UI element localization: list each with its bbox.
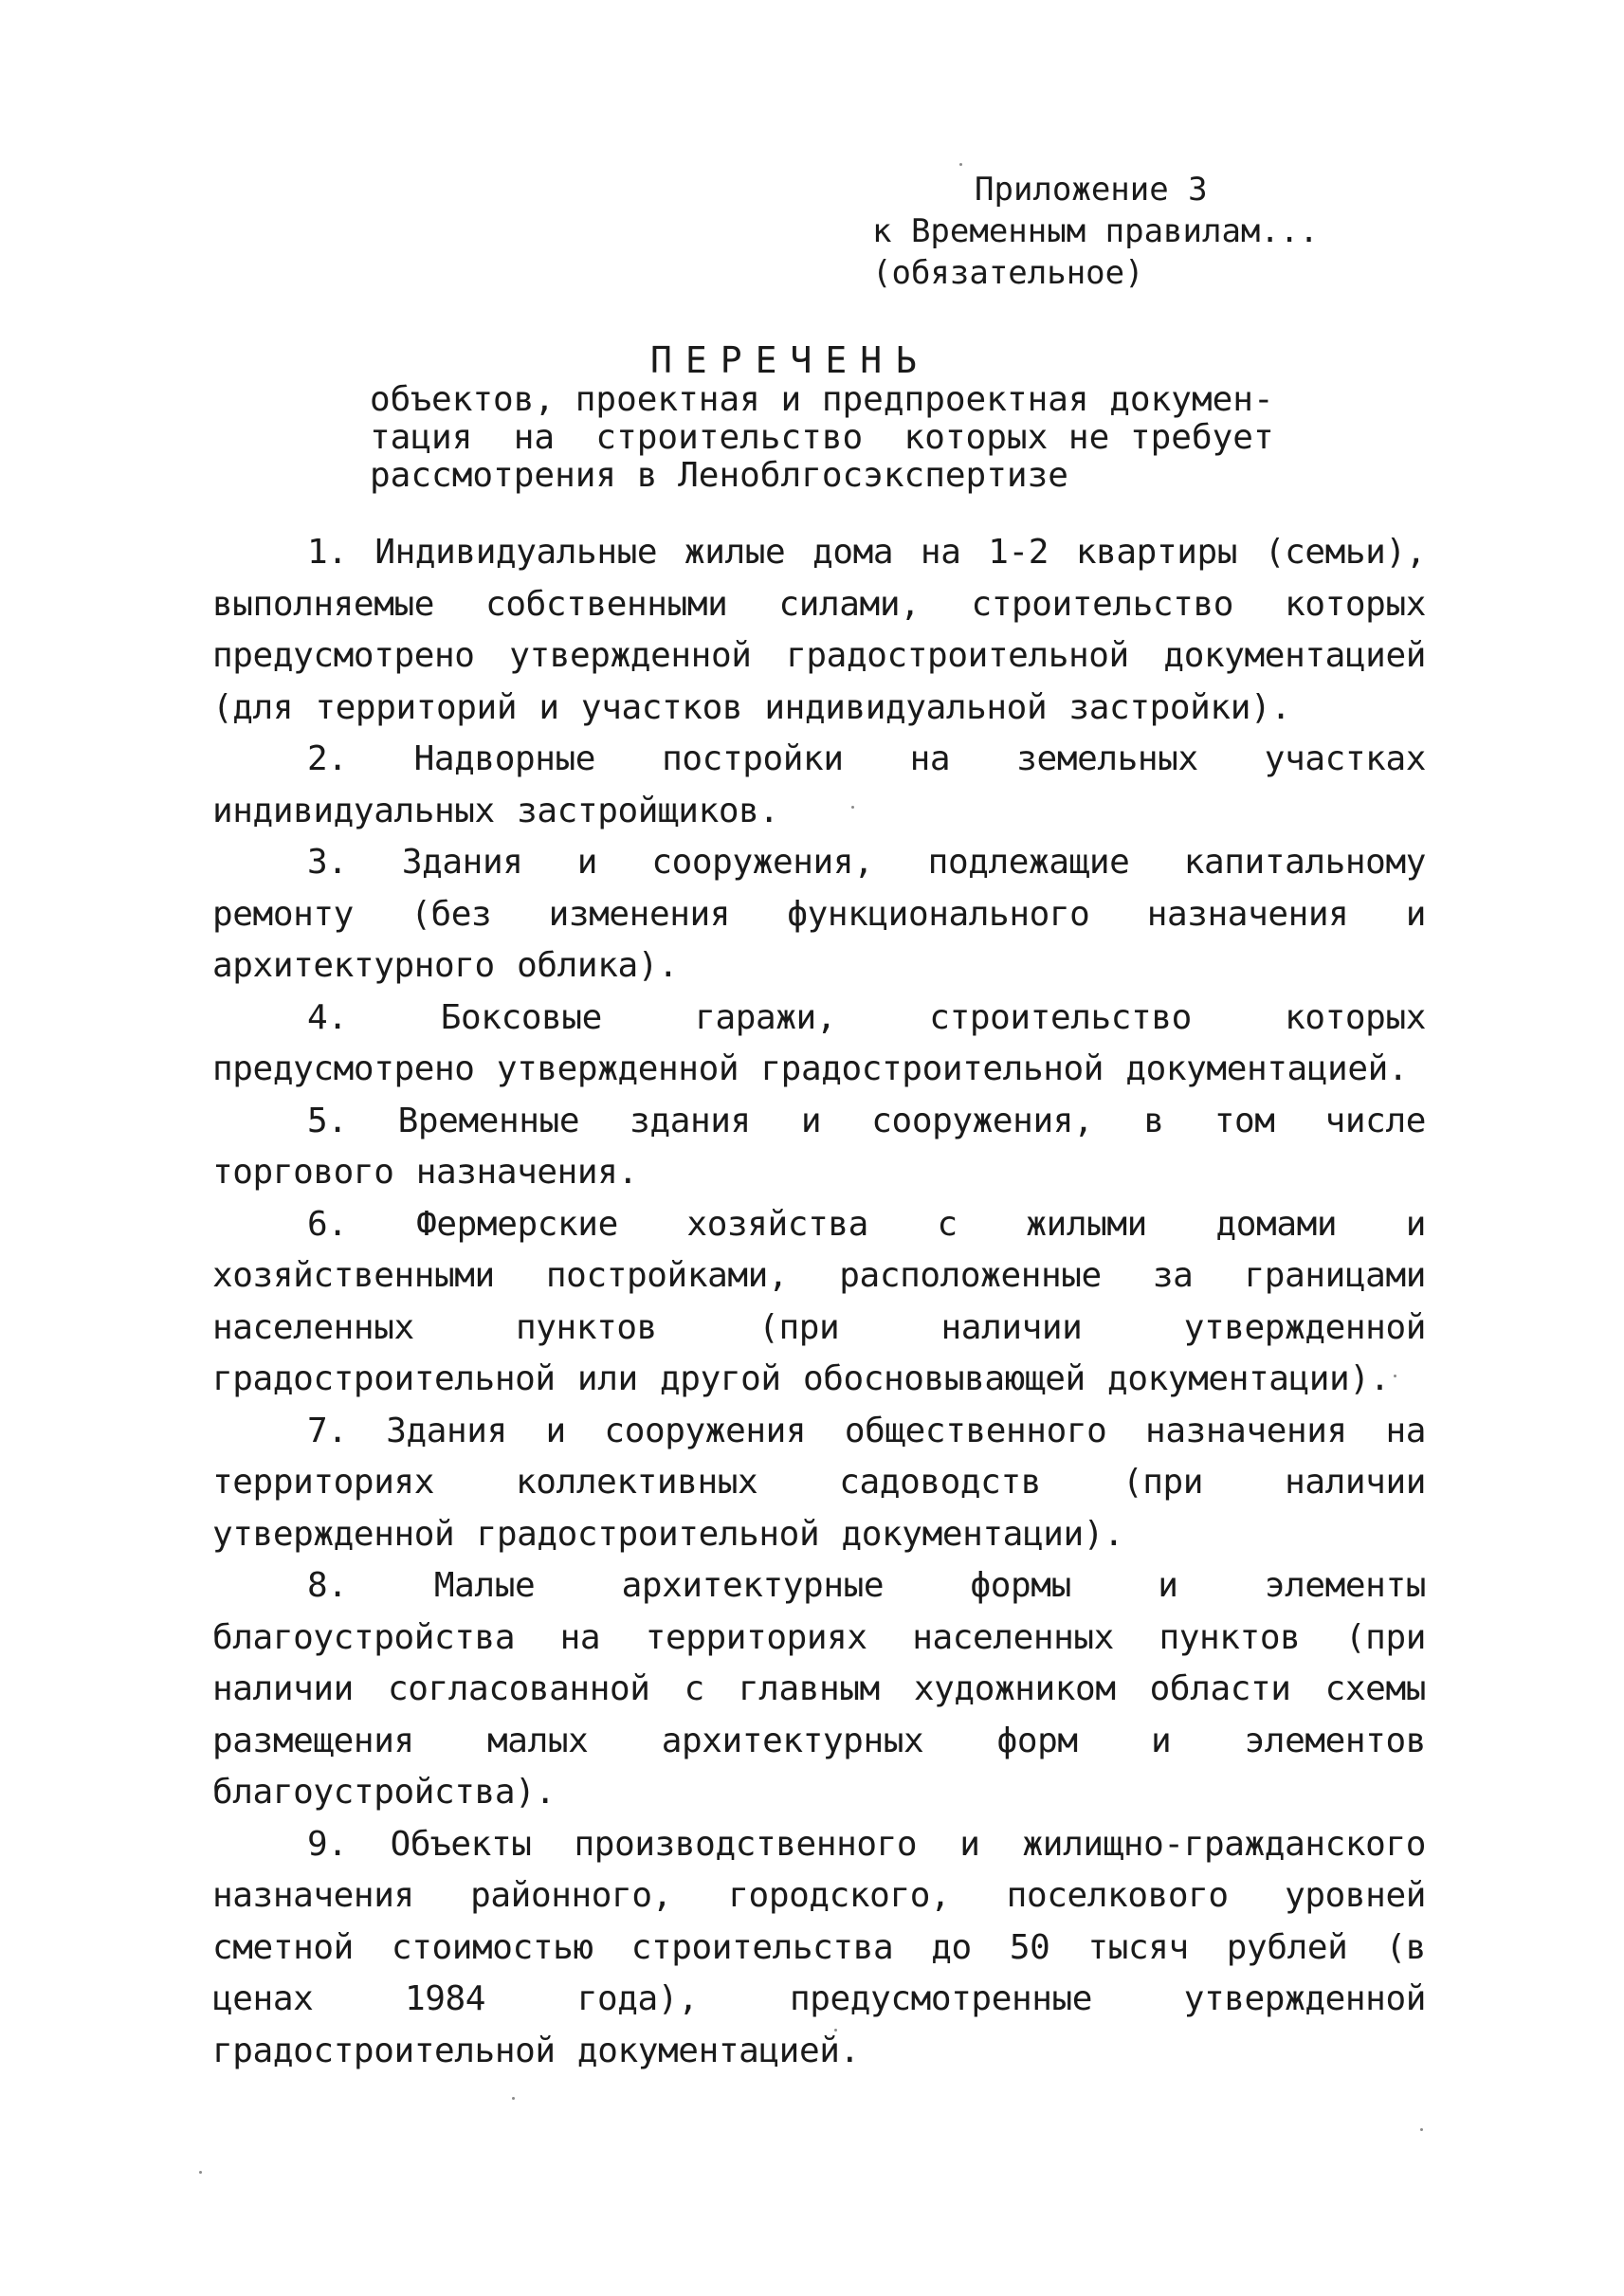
scan-speck <box>1394 1375 1396 1377</box>
list-item-4: 4. Боксовые гаражи, строительство которых предусмотрено утвержденной градостроительной документацией. <box>212 997 1426 1088</box>
annex-note <box>872 169 1319 294</box>
list-item-1: 1. Индивидуальные жилые дома на 1-2 квартиры (семьи), выполняемые собственными силами, строительство которых предусмотрено утвержденной градостроительной документацией (для территорий и участков индивидуальной застройки). <box>212 533 1426 727</box>
annex-status: (обязательное) <box>872 254 1144 292</box>
title-line-3: рассмотрения в Леноблгосэкспертизе <box>370 456 1068 495</box>
scan-speck <box>1420 2128 1423 2131</box>
scan-speck <box>834 2029 837 2032</box>
scan-speck <box>959 163 962 166</box>
annex-number: Приложение 3 <box>975 171 1208 209</box>
list-item-5: 5. Временные здания и сооружения, в том числе торгового назначения. <box>212 1101 1426 1192</box>
title-line-1: объектов, проектная и предпроектная докумен- <box>370 380 1274 419</box>
list-item-9: 9. Объекты производственного и жилищно-гражданского назначения районного, городского, поселкового уровней сметной стоимостью строительства до 50 тысяч рублей (в ценах 1984 года), предусмотренные утвержденной градостроительной документацией. <box>212 1824 1426 2070</box>
items-list <box>212 527 1426 2077</box>
list-item-7: 7. Здания и сооружения общественного назначения на территориях коллективных садоводств (при наличии утвержденной градостроительной документации). <box>212 1411 1426 1554</box>
list-item-8: 8. Малые архитектурные формы и элементы благоустройства на территориях населенных пунктов (при наличии согласованной с главным художником области схемы размещения малых архитектурных форм и элементов благоустройства). <box>212 1566 1426 1812</box>
annex-reference: к Временным правилам... <box>872 212 1319 250</box>
list-item-3: 3. Здания и сооружения, подлежащие капитальному ремонту (без изменения функционального назначения и архитектурного облика). <box>212 843 1426 985</box>
document-title <box>370 341 1274 495</box>
list-item-6: 6. Фермерские хозяйства с жилыми домами и хозяйственными постройками, расположенные за границами населенных пунктов (при наличии утвержденной градостроительной или другой обосновывающей документации). <box>212 1204 1426 1398</box>
title-heading: ПЕРЕЧЕНЬ <box>650 339 931 381</box>
scan-speck <box>199 2171 202 2174</box>
scan-speck <box>851 806 854 809</box>
list-item-2: 2. Надворные постройки на земельных участках индивидуальных застройщиков. <box>212 739 1426 830</box>
scan-speck <box>512 2097 515 2100</box>
title-line-2: тация на строительство которых не требует <box>370 418 1274 457</box>
